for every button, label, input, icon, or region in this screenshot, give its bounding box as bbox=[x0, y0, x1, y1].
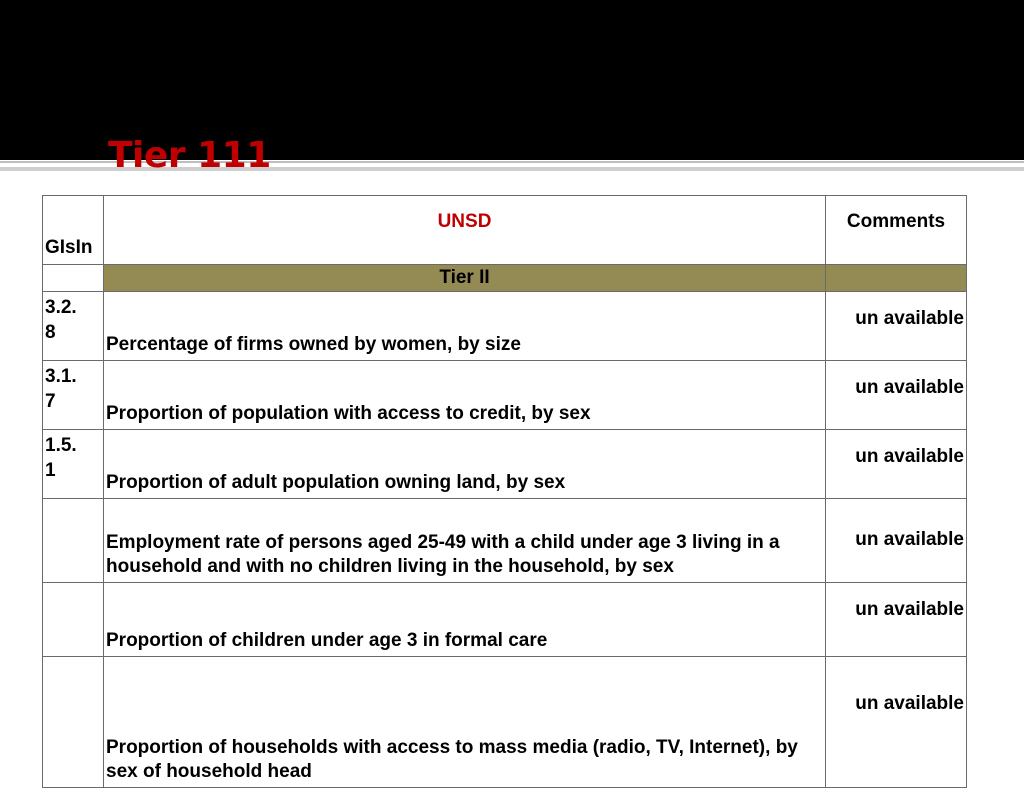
header-comments: Comments bbox=[826, 196, 967, 265]
row-comment: un available bbox=[826, 361, 967, 430]
row-comment: un available bbox=[826, 657, 967, 788]
row-comment: un available bbox=[826, 499, 967, 583]
header-code: GIsIn bbox=[43, 196, 104, 265]
header-indicator: UNSD bbox=[104, 196, 826, 265]
row-indicator: Proportion of children under age 3 in formal care bbox=[104, 583, 826, 657]
table-row bbox=[43, 583, 967, 657]
row-indicator: Employment rate of persons aged 25-49 with a child under age 3 living in a household and with no children living in the household, by sex bbox=[104, 499, 826, 583]
tier-band-row bbox=[43, 265, 967, 292]
table-row bbox=[43, 499, 967, 583]
tier-band-cell bbox=[826, 265, 967, 292]
row-comment: un available bbox=[826, 583, 967, 657]
slide-title: Tier 111 bbox=[108, 135, 271, 176]
row-comment: un available bbox=[826, 292, 967, 361]
tier-label: Tier II bbox=[104, 265, 826, 292]
row-indicator: Proportion of adult population owning land, by sex bbox=[104, 430, 826, 499]
row-comment: un available bbox=[826, 430, 967, 499]
row-indicator: Percentage of firms owned by women, by size bbox=[104, 292, 826, 361]
tier-band-empty-cell bbox=[43, 265, 104, 292]
table-row bbox=[43, 292, 967, 361]
row-code bbox=[43, 499, 104, 583]
table-row bbox=[43, 361, 967, 430]
row-code: 3.2. 8 bbox=[43, 292, 104, 361]
table-row bbox=[43, 430, 967, 499]
row-indicator: Proportion of population with access to credit, by sex bbox=[104, 361, 826, 430]
row-indicator: Proportion of households with access to mass media (radio, TV, Internet), by sex of household head bbox=[104, 657, 826, 788]
row-code: 1.5. 1 bbox=[43, 430, 104, 499]
row-code: 3.1. 7 bbox=[43, 361, 104, 430]
row-code bbox=[43, 583, 104, 657]
table-header-row bbox=[43, 196, 967, 265]
indicator-table bbox=[42, 195, 967, 788]
